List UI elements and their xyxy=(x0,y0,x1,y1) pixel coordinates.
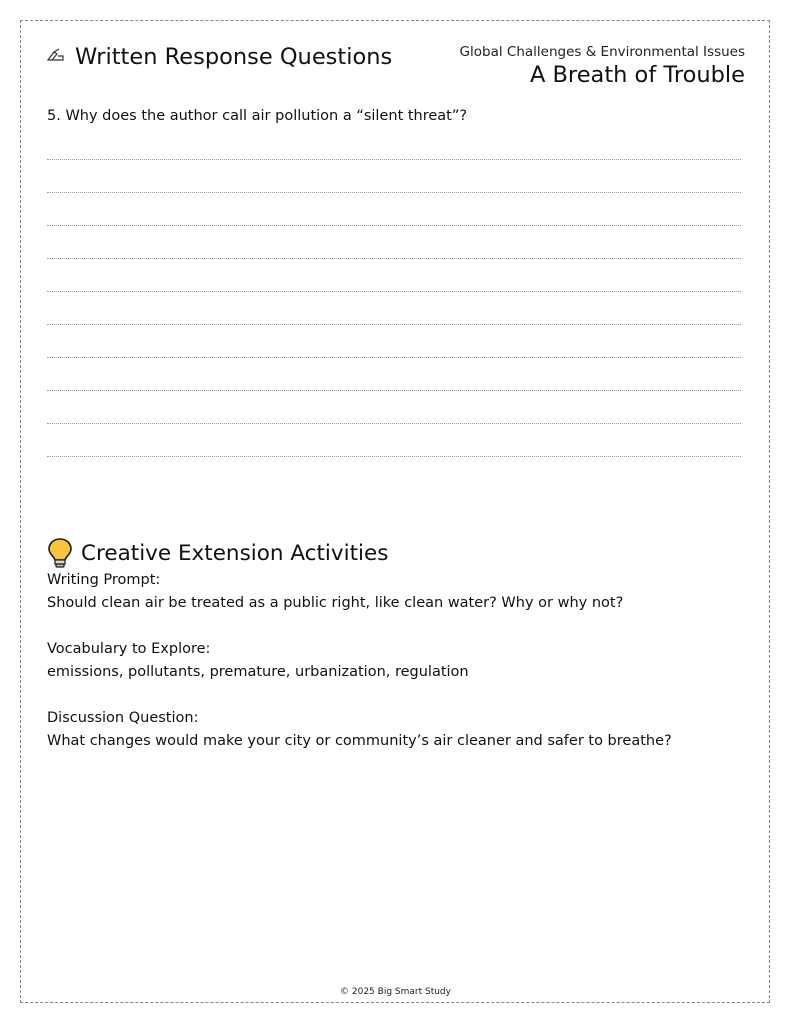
section-header xyxy=(47,44,392,70)
discussion-question: What changes would make your city or community’s air cleaner and safer to breathe? xyxy=(47,733,672,749)
answer-line[interactable] xyxy=(47,456,741,457)
vocabulary-label: Vocabulary to Explore: xyxy=(47,641,211,657)
worksheet-title-block xyxy=(460,44,745,89)
vocabulary-list: emissions, pollutants, premature, urbanization, regulation xyxy=(47,664,469,680)
discussion-label: Discussion Question: xyxy=(47,710,199,726)
creative-extension-section xyxy=(47,537,747,753)
answer-line[interactable] xyxy=(47,357,741,358)
answer-line[interactable] xyxy=(47,159,741,160)
series-name: Global Challenges & Environmental Issues xyxy=(459,44,745,60)
story-title: A Breath of Trouble xyxy=(529,62,745,88)
creative-title: Creative Extension Activities xyxy=(81,540,389,566)
answer-lines[interactable] xyxy=(47,159,741,489)
answer-line[interactable] xyxy=(47,225,741,226)
creative-header xyxy=(47,537,747,569)
section-title: Written Response Questions xyxy=(75,44,393,70)
answer-line[interactable] xyxy=(47,324,741,325)
answer-line[interactable] xyxy=(47,390,741,391)
footer-copyright: © 2025 Big Smart Study xyxy=(340,987,451,997)
answer-line[interactable] xyxy=(47,192,741,193)
writing-prompt-label: Writing Prompt: xyxy=(47,572,161,588)
answer-line[interactable] xyxy=(47,423,741,424)
answer-line[interactable] xyxy=(47,291,741,292)
lightbulb-icon xyxy=(47,537,73,569)
question-5: 5. Why does the author call air pollution a “silent threat”? xyxy=(47,108,468,124)
answer-line[interactable] xyxy=(47,258,741,259)
writing-hand-icon xyxy=(47,47,67,67)
writing-prompt-text: Should clean air be treated as a public right, like clean water? Why or why not? xyxy=(47,595,624,611)
